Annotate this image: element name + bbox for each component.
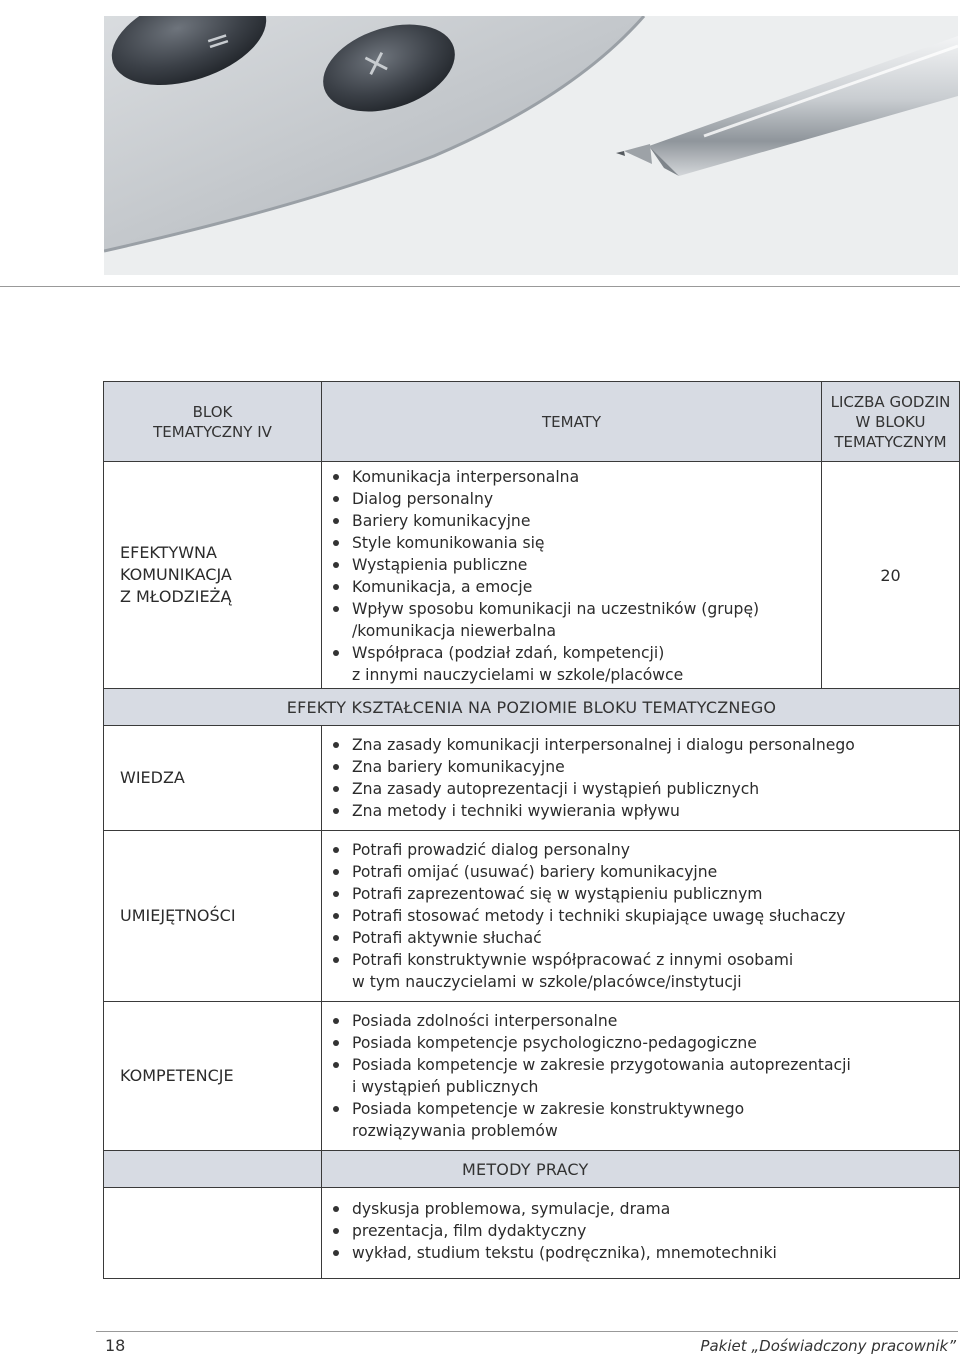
header-photo <box>104 16 958 275</box>
list-item: Posiada zdolności interpersonalne <box>352 1010 951 1032</box>
methods-left <box>104 1188 322 1279</box>
svg-text:×: × <box>356 39 396 87</box>
methods-heading-left <box>104 1151 322 1188</box>
header-topics: TEMATY <box>322 382 822 462</box>
curriculum-table <box>103 381 960 1279</box>
header-block: BLOK TEMATYCZNY IV <box>104 382 322 462</box>
skills-row <box>104 831 960 1002</box>
header-hours: LICZBA GODZIN W BLOKU TEMATYCZNYM <box>822 382 960 462</box>
list-item: Komunikacja, a emocje <box>352 576 813 598</box>
calculator-pen-illustration <box>104 16 958 275</box>
knowledge-row <box>104 726 960 831</box>
list-item: Potrafi stosować metody i techniki skupiające uwagę słuchaczy <box>352 905 951 927</box>
list-item: Potrafi zaprezentować się w wystąpieniu publicznym <box>352 883 951 905</box>
methods-cell <box>322 1188 960 1279</box>
list-item: Zna zasady komunikacji interpersonalnej i dialogu personalnego <box>352 734 951 756</box>
list-item: Współpraca (podział zdań, kompetencji) z innymi nauczycielami w szkole/placówce <box>352 642 813 686</box>
list-item: Zna zasady autoprezentacji i wystąpień publicznych <box>352 778 951 800</box>
publication-title: Pakiet „Doświadczony pracownik” <box>700 1337 956 1355</box>
table-header-row <box>104 382 960 462</box>
list-item: Komunikacja interpersonalna <box>352 466 813 488</box>
list-item: Wystąpienia publiczne <box>352 554 813 576</box>
topics-list <box>322 466 813 686</box>
knowledge-cell <box>322 726 960 831</box>
list-item: Style komunikowania się <box>352 532 813 554</box>
list-item: Dialog personalny <box>352 488 813 510</box>
list-item: Potrafi konstruktywnie współpracować z innymi osobami w tym nauczycielami w szkole/placówce/instytucji <box>352 949 951 993</box>
competences-list <box>322 1010 951 1142</box>
list-item: Potrafi omijać (usuwać) bariery komunikacyjne <box>352 861 951 883</box>
effect-label-competences: KOMPETENCJE <box>104 1002 322 1151</box>
effect-label-knowledge: WIEDZA <box>104 726 322 831</box>
footer-divider <box>96 1331 958 1332</box>
methods-heading: METODY PRACY <box>322 1151 960 1188</box>
effect-label-skills: UMIEJĘTNOŚCI <box>104 831 322 1002</box>
hours-value: 20 <box>822 462 960 689</box>
methods-heading-row <box>104 1151 960 1188</box>
competences-row <box>104 1002 960 1151</box>
effects-heading-row <box>104 689 960 726</box>
page-number: 18 <box>105 1336 126 1355</box>
svg-text:=: = <box>200 20 236 62</box>
top-divider <box>0 286 960 287</box>
list-item: dyskusja problemowa, symulacje, drama <box>352 1198 951 1220</box>
methods-row <box>104 1188 960 1279</box>
skills-cell <box>322 831 960 1002</box>
effects-heading: EFEKTY KSZTAŁCENIA NA POZIOMIE BLOKU TEMATYCZNEGO <box>104 689 960 726</box>
list-item: Zna metody i techniki wywierania wpływu <box>352 800 951 822</box>
block-name: EFEKTYWNA KOMUNIKACJA Z MŁODZIEŻĄ <box>104 462 322 689</box>
list-item: Posiada kompetencje w zakresie przygotowania autoprezentacji i wystąpień publicznych <box>352 1054 951 1098</box>
list-item: Bariery komunikacyjne <box>352 510 813 532</box>
list-item: Posiada kompetencje psychologiczno-pedagogiczne <box>352 1032 951 1054</box>
list-item: Potrafi aktywnie słuchać <box>352 927 951 949</box>
list-item: wykład, studium tekstu (podręcznika), mnemotechniki <box>352 1242 951 1264</box>
topics-cell <box>322 462 822 689</box>
list-item: Posiada kompetencje w zakresie konstruktywnego rozwiązywania problemów <box>352 1098 951 1142</box>
list-item: Potrafi prowadzić dialog personalny <box>352 839 951 861</box>
methods-list <box>322 1198 951 1264</box>
skills-list <box>322 839 951 993</box>
block-row <box>104 462 960 689</box>
list-item: Zna bariery komunikacyjne <box>352 756 951 778</box>
list-item: prezentacja, film dydaktyczny <box>352 1220 951 1242</box>
competences-cell <box>322 1002 960 1151</box>
list-item: Wpływ sposobu komunikacji na uczestników (grupę) /komunikacja niewerbalna <box>352 598 813 642</box>
knowledge-list <box>322 734 951 822</box>
